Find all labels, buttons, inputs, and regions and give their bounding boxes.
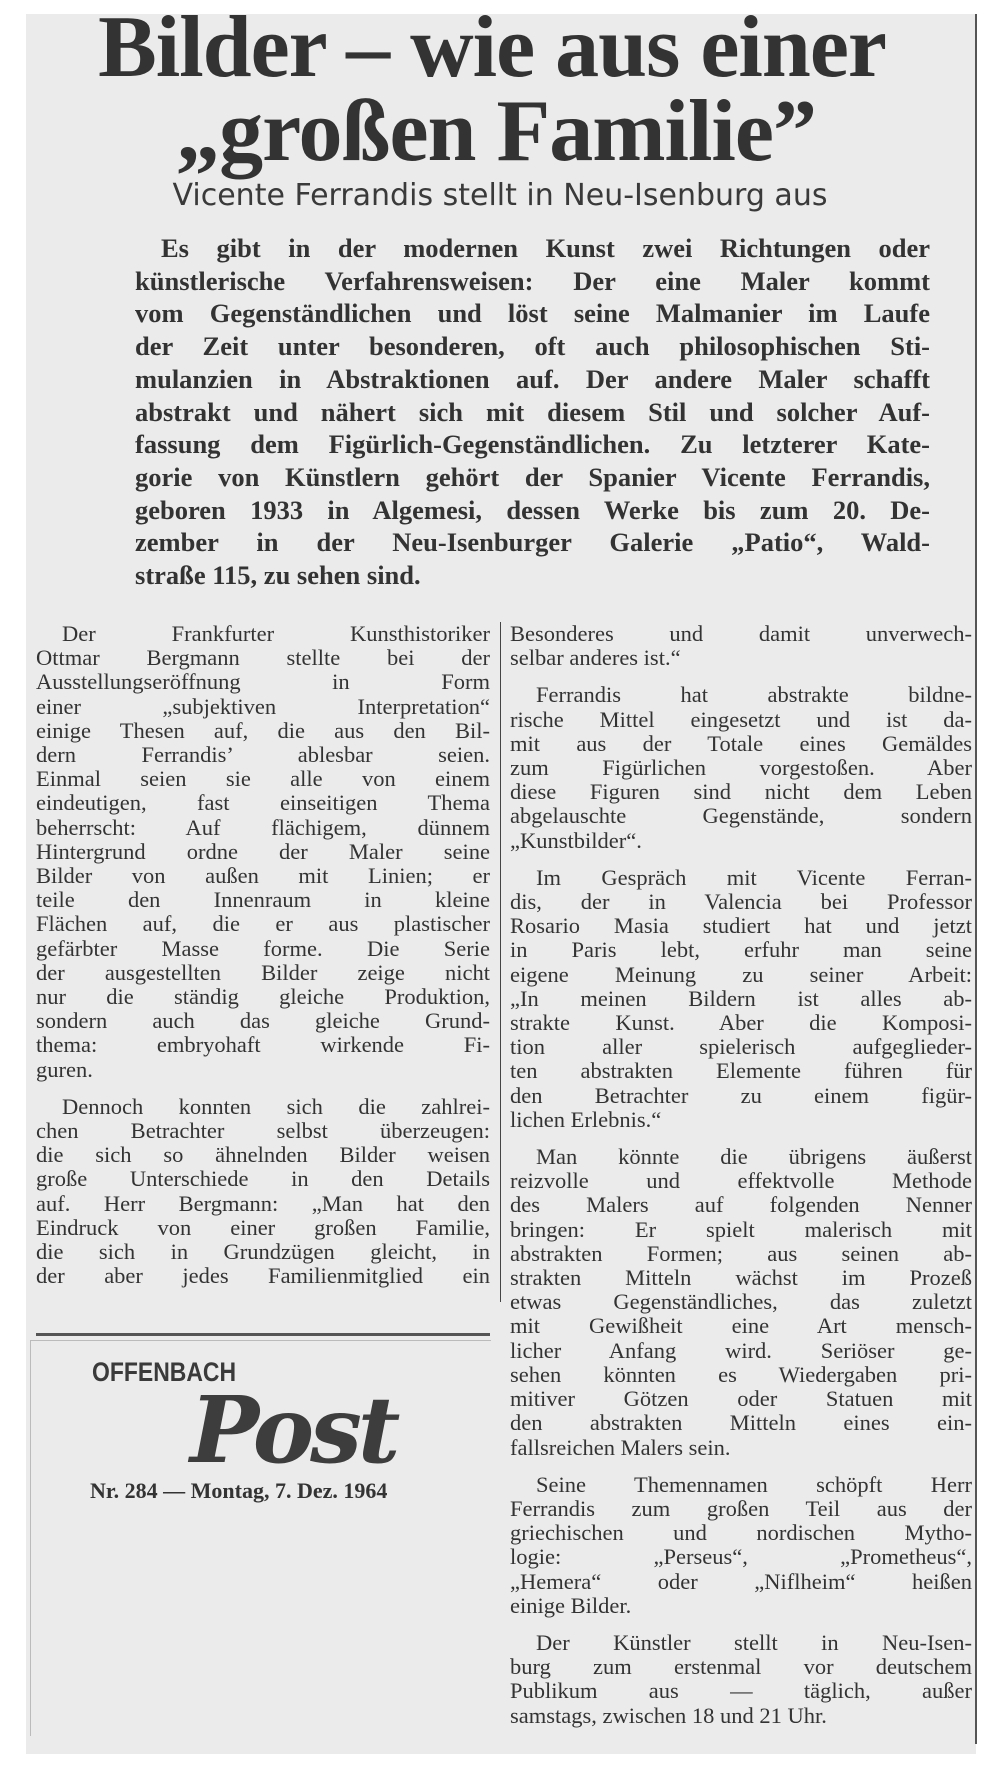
text-line: den abstrakten Mitteln eines ein- (510, 1410, 972, 1436)
left-column (36, 622, 490, 1301)
masthead-logo-post: Post (190, 1376, 397, 1484)
paragraph (510, 866, 972, 1132)
lead-line: künstlerische Verfahrensweisen: Der eine Maler kommt (135, 265, 930, 296)
lead-line: geboren 1933 in Algemesi, dessen Werke bis zum 20. De- (135, 494, 930, 525)
text-line: strakten Mitteln wächst im Prozeß (510, 1265, 972, 1291)
text-line: auf. Herr Bergmann: „Man hat den (36, 1190, 490, 1216)
lead-line: fassung dem Figürlich-Gegenständlichen. Zu letzterer Kate- (135, 429, 930, 460)
text-line: Ottmar Bergmann stellte bei der (36, 645, 490, 671)
text-line: guren. (36, 1056, 93, 1082)
text-line: Eindruck von einer großen Familie, (36, 1214, 490, 1240)
paragraph (510, 1473, 972, 1618)
text-line: die sich so ähnelnden Bilder weisen (36, 1142, 490, 1168)
text-line: lichen Erlebnis.“ (510, 1106, 662, 1132)
lead-line: vom Gegenständlichen und löst seine Malmanier im Laufe (135, 298, 930, 329)
text-line: sondern auch das gleiche Grund- (36, 1008, 490, 1034)
text-line: zum Figürlichen vorgestoßen. Aber (510, 755, 972, 781)
text-line: beherrscht: Auf flächigem, dünnem (36, 814, 490, 840)
text-line: einige Bilder. (510, 1592, 632, 1618)
paragraph (36, 1095, 490, 1289)
text-line: Rosario Masia studiert hat und jetzt (510, 913, 972, 939)
text-line: diese Figuren sind nicht dem Leben (510, 779, 972, 805)
text-line: Der Frankfurter Kunsthistoriker (62, 621, 490, 646)
text-line: in Paris lebt, erfuhr man seine (510, 937, 972, 963)
text-line: logie: „Perseus“, „Prometheus“, (510, 1544, 972, 1570)
right-column (510, 622, 972, 1741)
masthead-logo-offenbach: OFFENBACH (92, 1357, 237, 1387)
text-line: „In meinen Bildern ist alles ab- (510, 985, 972, 1011)
paragraph (510, 683, 972, 852)
text-line: teile den Innenraum in kleine (36, 887, 490, 913)
paragraph (510, 1145, 972, 1460)
text-line: reizvolle und effektvolle Methode (510, 1168, 972, 1194)
lead-line: abstrakt und nähert sich mit diesem Stil und solcher Auf- (135, 396, 930, 427)
text-line: Publikum aus — täglich, außer (510, 1678, 972, 1704)
text-line: chen Betrachter selbst überzeugen: (36, 1118, 490, 1144)
text-line: samstags, zwischen 18 und 21 Uhr. (510, 1702, 827, 1728)
text-line: Ferrandis zum großen Teil aus der (510, 1495, 972, 1521)
headline-line-2: „großen Familie” (176, 83, 816, 180)
text-line: Ferrandis hat abstrakte bildne- (536, 682, 972, 708)
text-line: Der Künstler stellt in Neu-Isen- (536, 1629, 972, 1655)
issue-dateline: Nr. 284 — Montag, 7. Dez. 1964 (90, 1478, 388, 1503)
text-line: fallsreichen Malers sein. (510, 1434, 731, 1460)
text-line: große Unterschiede in den Details (36, 1166, 490, 1192)
text-line: mit Gewißheit eine Art mensch- (510, 1313, 972, 1339)
subtitle: Vicente Ferrandis stellt in Neu-Isenburg aus (172, 178, 828, 213)
lead-line: zember in der Neu-Isenburger Galerie „Patio“, Wald- (135, 527, 930, 558)
headline-line-1: Bilder – wie aus einer (98, 0, 886, 96)
lead-line: Es gibt in der modernen Kunst zwei Richtungen oder (161, 233, 930, 263)
text-line: dern Ferrandis’ ablesbar seien. (36, 742, 490, 768)
text-line: thema: embryohaft wirkende Fi- (36, 1032, 490, 1058)
text-line: des Malers auf folgenden Nenner (510, 1192, 972, 1218)
text-line: dis, der in Valencia bei Professor (510, 889, 972, 915)
text-line: rische Mittel eingesetzt und ist da- (510, 706, 972, 732)
text-line: sehen könnten es Wiedergaben pri- (510, 1361, 972, 1387)
text-line: Flächen auf, die er aus plastischer (36, 911, 490, 937)
text-line: burg zum erstenmal vor deutschem (510, 1654, 972, 1680)
text-line: abgelauschte Gegenstände, sondern (510, 803, 972, 829)
text-line: einige Thesen auf, die aus den Bil- (36, 717, 490, 743)
text-line: Dennoch konnten sich die zahlrei- (62, 1093, 490, 1119)
text-line: tion aller spielerisch aufgeglieder- (510, 1034, 972, 1060)
lead-paragraph (135, 232, 930, 592)
text-line: Einmal seien sie alle von einem (36, 766, 490, 792)
text-line: etwas Gegenständliches, das zuletzt (510, 1289, 972, 1315)
text-line: Seine Themennamen schöpft Herr (536, 1471, 972, 1497)
paragraph (510, 1631, 972, 1728)
text-line: die sich in Grundzügen gleicht, in (36, 1239, 490, 1265)
text-line: der ausgestellten Bilder zeige nicht (36, 959, 490, 985)
text-line: Bilder von außen mit Linien; er (36, 863, 490, 889)
paragraph (36, 622, 490, 1082)
text-line: „Kunstbilder“. (510, 827, 642, 853)
text-line: „Hemera“ oder „Niflheim“ heißen (510, 1568, 972, 1594)
text-line: eigene Meinung zu seiner Arbeit: (510, 961, 972, 987)
text-line: Ausstellungseröffnung in Form (36, 669, 490, 695)
clipping-edge (975, 14, 977, 1744)
text-line: der aber jedes Familienmitglied ein (36, 1263, 490, 1289)
text-line: Man könnte die übrigens äußerst (536, 1144, 972, 1170)
text-line: griechischen und nordischen Mytho- (510, 1520, 972, 1546)
text-line: Besonderes und damit unverwech- (510, 621, 972, 646)
text-line: licher Anfang wird. Seriöser ge- (510, 1337, 972, 1363)
text-line: Hintergrund ordne der Maler seine (36, 838, 490, 864)
lead-line: straße 115, zu sehen sind. (135, 560, 421, 591)
text-line: den Betrachter zu einem figür- (510, 1082, 972, 1108)
text-line: abstrakten Formen; aus seinen ab- (510, 1240, 972, 1266)
lead-line: gorie von Künstlern gehört der Spanier Vicente Ferrandis, (135, 461, 930, 492)
text-line: ten abstrakten Elemente führen für (510, 1058, 972, 1084)
text-line: einer „subjektiven Interpretation“ (36, 693, 490, 719)
text-line: strakte Kunst. Aber die Komposi- (510, 1010, 972, 1036)
text-line: mit aus der Totale eines Gemäldes (510, 730, 972, 756)
lead-line: der Zeit unter besonderen, oft auch philosophischen Sti- (135, 331, 930, 362)
text-line: eindeutigen, fast einseitigen Thema (36, 790, 490, 816)
column-divider (500, 622, 501, 1302)
text-line: selbar anderes ist.“ (510, 645, 681, 671)
text-line: nur die ständig gleiche Produktion, (36, 984, 490, 1010)
text-line: mitiver Götzen oder Statuen mit (510, 1386, 972, 1412)
text-line: bringen: Er spielt malerisch mit (510, 1216, 972, 1242)
lead-line: mulanzien in Abstraktionen auf. Der andere Maler schafft (135, 363, 930, 394)
paragraph (510, 622, 972, 670)
text-line: Im Gespräch mit Vicente Ferran- (536, 864, 972, 890)
text-line: gefärbter Masse forme. Die Serie (36, 935, 490, 961)
horizontal-rule (36, 1333, 490, 1336)
